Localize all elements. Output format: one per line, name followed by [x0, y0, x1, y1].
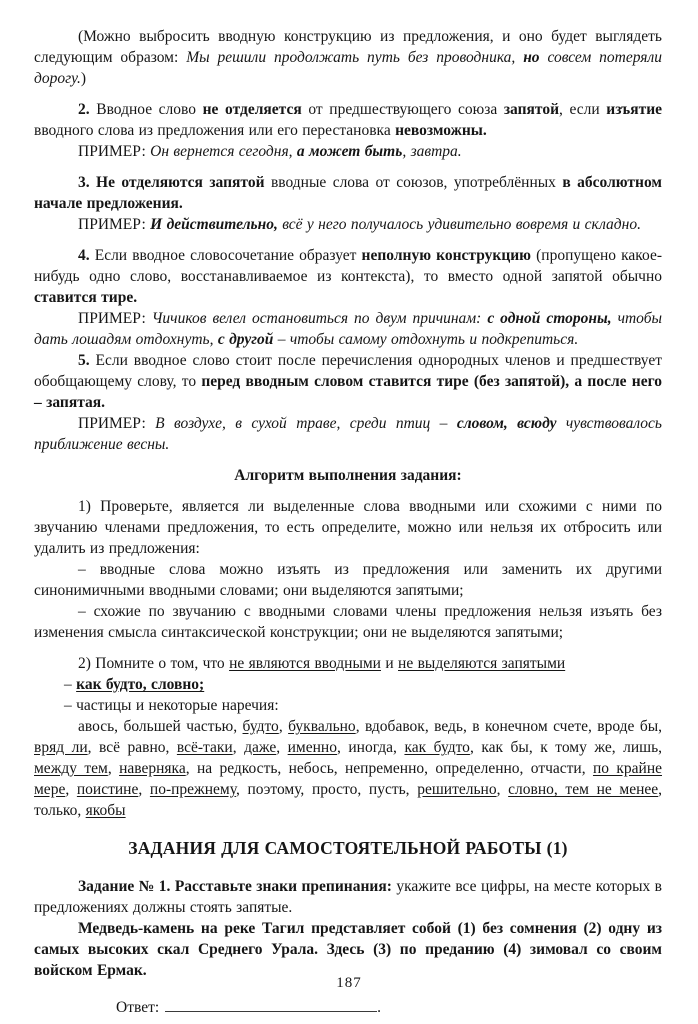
algorithm-step-1-item-2: – схожие по звучанию с вводными словами члены предложения нельзя изъять без изменения смысла синтаксической конструкции; они не выделяются запятыми;: [34, 603, 662, 641]
algorithm-step-1-item-1: – вводные слова можно изъять из предложения или заменить их другими синонимичными вводными словами; они выделяются запятыми;: [34, 561, 662, 599]
answer-row: [34, 997, 662, 1018]
algorithm-step-2-item-1: – как будто, словно;: [64, 676, 205, 693]
rule-2: 2. Вводное слово не отделяется от предшествующего союза запятой, если изъятие вводного слова из предложения или его перестановка невозможны.: [34, 101, 663, 139]
example-rule-5: ПРИМЕР: В воздухе, в сухой траве, среди птиц – словом, всюду чувствовалось приближение весны.: [34, 415, 662, 453]
particles-list: авось, большей частью, будто, буквально, вдобавок, ведь, в конечном счете, вроде бы, вряд ли, всё равно, всё-таки, даже, именно, иногда, как будто, как бы, к тому же, лишь, между тем, наверняка, на редкость, небось, непременно, определенно, отчасти, по крайне мере, поистине, по-прежнему, поэтому, просто, пусть, решительно, словно, тем не менее, только, якобы: [34, 718, 663, 819]
algorithm-step-1: 1) Проверьте, является ли выделенные слова вводными или схожими с ними по звучанию членами предложения, то есть определите, можно или нельзя их отбросить или удалить из предложения:: [34, 498, 662, 557]
document-content: [34, 26, 662, 981]
page-number: 187: [336, 975, 362, 991]
section-heading: ЗАДАНИЯ ДЛЯ САМОСТОЯТЕЛЬНОЙ РАБОТЫ (1): [128, 838, 568, 858]
example-rule-4: ПРИМЕР: Чичиков велел остановиться по двум причинам: с одной стороны, чтобы дать лошадям отдохнуть, с другой – чтобы самому отдохнуть и подкрепиться.: [34, 310, 662, 348]
intro-note: (Можно выбросить вводную конструкцию из предложения, и оно будет выглядеть следующим образом: Мы решили продолжать путь без проводника, но совсем потеряли дорогу.): [34, 28, 662, 87]
answer-label: Ответ:: [116, 999, 160, 1016]
algorithm-step-2-item-2: – частицы и некоторые наречия:: [64, 697, 279, 714]
answer-period: .: [377, 999, 382, 1016]
algorithm-heading: Алгоритм выполнения задания:: [234, 467, 462, 484]
algorithm-step-2: 2) Помните о том, что не являются вводными и не выделяются запятыми: [78, 655, 566, 672]
rule-5: 5. Если вводное слово стоит после перечисления однородных членов и предшествует обобщающему слову, то перед вводным словом ставится тире (без запятой), а после него – запятая.: [34, 352, 662, 411]
task-1-sentence: Медведь-камень на реке Тагил представляет собой (1) без сомнения (2) одну из самых высоких скал Среднего Урала. Здесь (3) по преданию (4) зимовал со своим войском Ермак.: [34, 920, 662, 979]
answer-blank: [165, 997, 377, 1012]
rule-3: 3. Не отделяются запятой вводные слова от союзов, употреблённых в абсолютном начале предложения.: [34, 174, 662, 212]
task-1-instruction: Задание № 1. Расставьте знаки препинания: укажите все цифры, на месте которых в предложениях должны стоять запятые.: [34, 878, 662, 916]
example-rule-2: ПРИМЕР: Он вернется сегодня, а может быть, завтра.: [78, 143, 462, 160]
rule-4: 4. Если вводное словосочетание образует неполную конструкцию (пропущено какое-нибудь одно слово, восстанавливаемое из контекста), то вместо одной запятой обычно ставится тире.: [34, 247, 662, 306]
example-rule-3: ПРИМЕР: И действительно, всё у него получалось удивительно вовремя и складно.: [78, 216, 641, 233]
